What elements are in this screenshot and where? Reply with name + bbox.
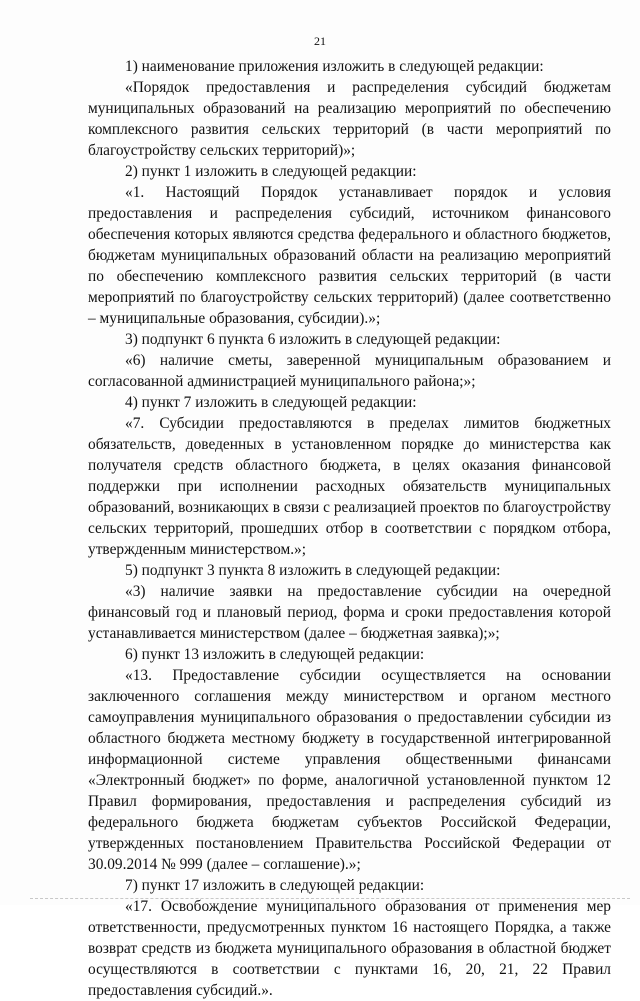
page-number: 21 (314, 34, 326, 48)
paragraph-item-6-heading: 6) пункт 13 изложить в следующей редакции: (125, 646, 425, 663)
paragraph-item-6-text: «13. Предоставление субсидии осуществляется на основании заключенного соглашения между министерством и органом местного самоуправления муниципального образования о предоставлении субсидии из областного бюджета местному бюджету в государственной интегрированной информационной системе управления общественными финансами «Электронный бюджет» по форме, аналогичной установленной пунктом 12 Правил формирования, предоставления и распределения субсидий из федерального бюджета бюджетам субъектов Российской Федерации, утвержденных постановлением Правительства Российской Федерации от 30.09.2014 № 999 (далее – соглашение).»; (88, 667, 611, 873)
scan-edge-divider (30, 898, 630, 900)
paragraph-item-7-text: «17. Освобождение муниципального образования от применения мер ответственности, предусмотренных пунктом 16 настоящего Порядка, а также возврат средств из бюджета муниципального образования в областной бюджет осуществляются в соответствии с пунктами 16, 20, 21, 22 Правил предоставления субсидий.». (88, 898, 611, 999)
paragraph-item-5-heading: 5) подпункт 3 пункта 8 изложить в следующей редакции: (125, 562, 501, 579)
paragraph-item-4-heading: 4) пункт 7 изложить в следующей редакции: (125, 394, 417, 411)
paragraph-item-3-heading: 3) подпункт 6 пункта 6 изложить в следующей редакции: (125, 331, 501, 348)
paragraph-item-2-heading: 2) пункт 1 изложить в следующей редакции: (125, 163, 417, 180)
paragraph-item-1-text: «Порядок предоставления и распределения субсидий бюджетам муниципальных образований на реализацию мероприятий по обеспечению комплексного развития сельских территорий (в части мероприятий по благоустройству сельских территорий)»; (88, 79, 611, 159)
paragraph-item-7-heading: 7) пункт 17 изложить в следующей редакции: (125, 877, 425, 894)
paragraph-item-2-text: «1. Настоящий Порядок устанавливает порядок и условия предоставления и распределения субсидий, источником финансового обеспечения которых являются средства федерального и областного бюджетов, бюджетам муниципальных образований области на реализацию мероприятий по обеспечению комплексного развития сельских территорий (в части мероприятий по благоустройству сельских территорий) (далее соответственно – муниципальные образования, субсидии).»; (88, 184, 611, 327)
document-body (88, 56, 611, 1001)
paragraph-item-1-heading: 1) наименование приложения изложить в следующей редакции: (125, 58, 544, 75)
paragraph-item-5-text: «3) наличие заявки на предоставление субсидии на очередной финансовый год и плановый период, форма и сроки предоставления которой устанавливается министерством (далее – бюджетная заявка);»; (88, 583, 611, 642)
paragraph-item-4-text: «7. Субсидии предоставляются в пределах лимитов бюджетных обязательств, доведенных в установленном порядке до министерства как получателя средств областного бюджета, в целях оказания финансовой поддержки при исполнении расходных обязательств муниципальных образований, возникающих в связи с реализацией проектов по благоустройству сельских территорий, прошедших отбор в соответствии с порядком отбора, утвержденным министерством.»; (88, 415, 611, 558)
paragraph-item-3-text: «6) наличие сметы, заверенной муниципальным образованием и согласованной администрацией муниципального района;»; (88, 352, 611, 390)
